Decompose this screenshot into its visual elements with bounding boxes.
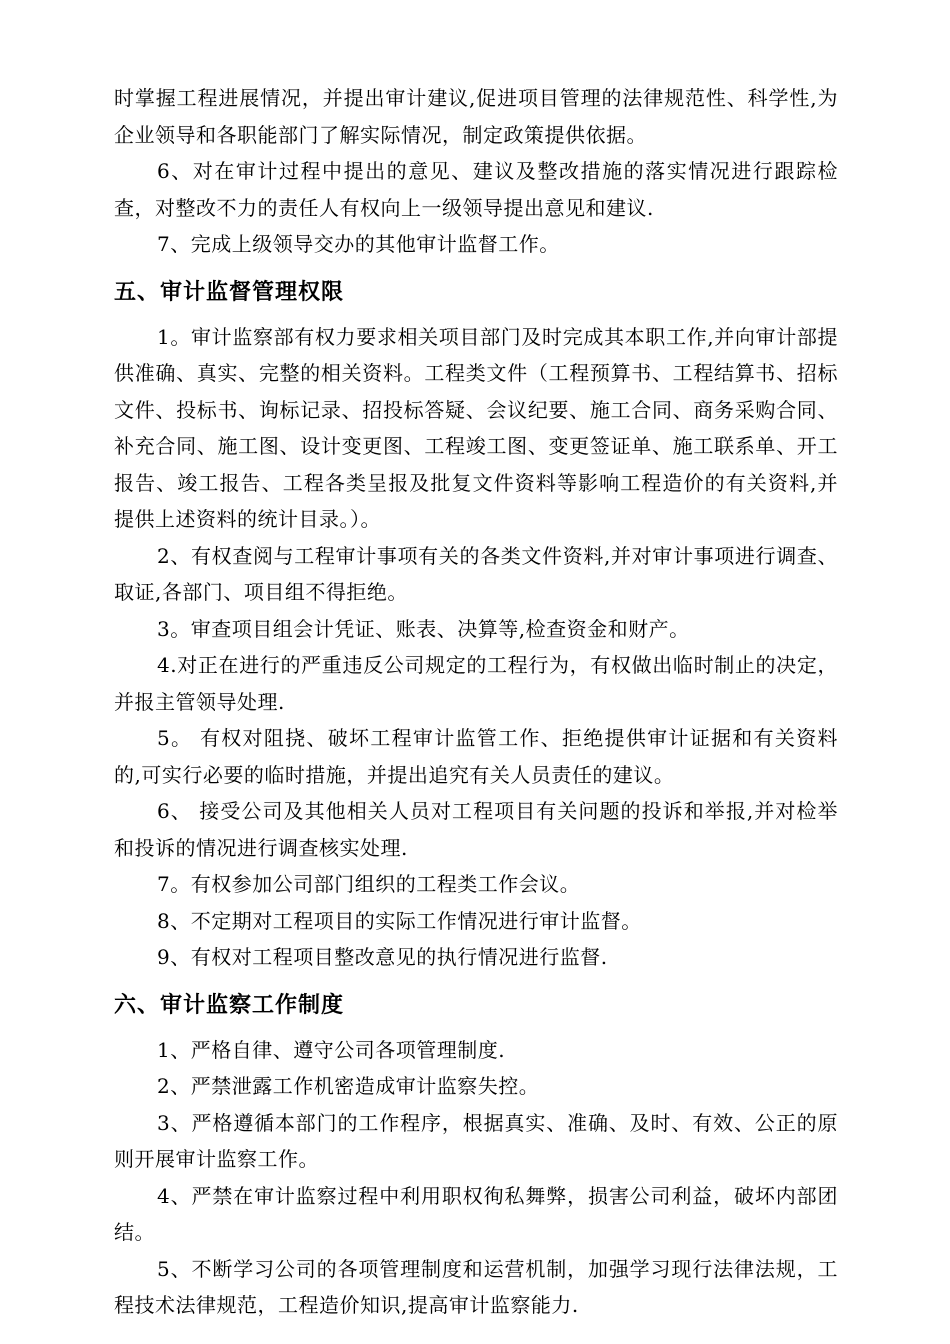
item-7: 7、完成上级领导交办的其他审计监督工作。 xyxy=(157,232,560,256)
document-page xyxy=(114,80,838,1324)
list-item: 5、不断学习公司的各项管理制度和运营机制，加强学习现行法律法规，工程技术法律规范，工程造价知识,提高审计监察能力. xyxy=(114,1256,838,1317)
section-5 xyxy=(114,273,838,976)
list-item: 2、严禁泄露工作机密造成审计监察失控。 xyxy=(157,1074,540,1098)
list-item: 9、有权对工程项目整改意见的执行情况进行监督. xyxy=(157,945,608,969)
list-item: 5。 有权对阻挠、破坏工程审计监管工作、拒绝提供审计证据和有关资料的,可实行必要的临时措施，并提出追究有关人员责任的建议。 xyxy=(114,726,838,787)
section-heading: 五、审计监督管理权限 xyxy=(114,279,345,305)
list-item: 4、严禁在审计监察过程中利用职权徇私舞弊，损害公司利益，破坏内部团结。 xyxy=(114,1183,838,1244)
list-item: 1。审计监察部有权力要求相关项目部门及时完成其本职工作,并向审计部提供准确、真实、完整的相关资料。工程类文件（工程预算书、工程结算书、招标文件、投标书、询标记录、招投标答疑、会议纪要、施工合同、商务采购合同、补充合同、施工图、设计变更图、工程竣工图、变更签证单、施工联系单、开工报告、竣工报告、工程各类呈报及批复文件资料等影响工程造价的有关资料,并提供上述资料的统计目录。）。 xyxy=(114,324,838,531)
list-item: 6、 接受公司及其他相关人员对工程项目有关问题的投诉和举报,并对检举和投诉的情况进行调查核实处理. xyxy=(114,799,838,860)
list-item: 7。有权参加公司部门组织的工程类工作会议。 xyxy=(157,872,581,896)
list-item: 8、不定期对工程项目的实际工作情况进行审计监督。 xyxy=(157,908,642,933)
list-item: 1、严格自律、遵守公司各项管理制度. xyxy=(157,1037,506,1062)
item-6: 6、对在审计过程中提出的意见、建议及整改措施的落实情况进行跟踪检查，对整改不力的责任人有权向上一级领导提出意见和建议. xyxy=(114,159,838,220)
list-item: 3。审查项目组会计凭证、账表、决算等,检查资金和财产。 xyxy=(157,616,690,641)
list-item: 2、有权查阅与工程审计事项有关的各类文件资料,并对审计事项进行调查、取证,各部门、项目组不得拒绝。 xyxy=(114,543,838,604)
list-item: 4.对正在进行的严重违反公司规定的工程行为，有权做出临时制止的决定，并报主管领导处理. xyxy=(114,653,838,714)
list-item: 3、严格遵循本部门的工作程序，根据真实、准确、及时、有效、公正的原则开展审计监察工作。 xyxy=(114,1110,838,1171)
section-heading: 六、审计监察工作制度 xyxy=(114,992,345,1018)
paragraph-continued: 时掌握工程进展情况，并提出审计建议,促进项目管理的法律规范性、科学性,为企业领导和各职能部门了解实际情况，制定政策提供依据。 xyxy=(114,86,838,147)
section-4-continuation xyxy=(114,80,838,263)
section-6 xyxy=(114,986,838,1324)
